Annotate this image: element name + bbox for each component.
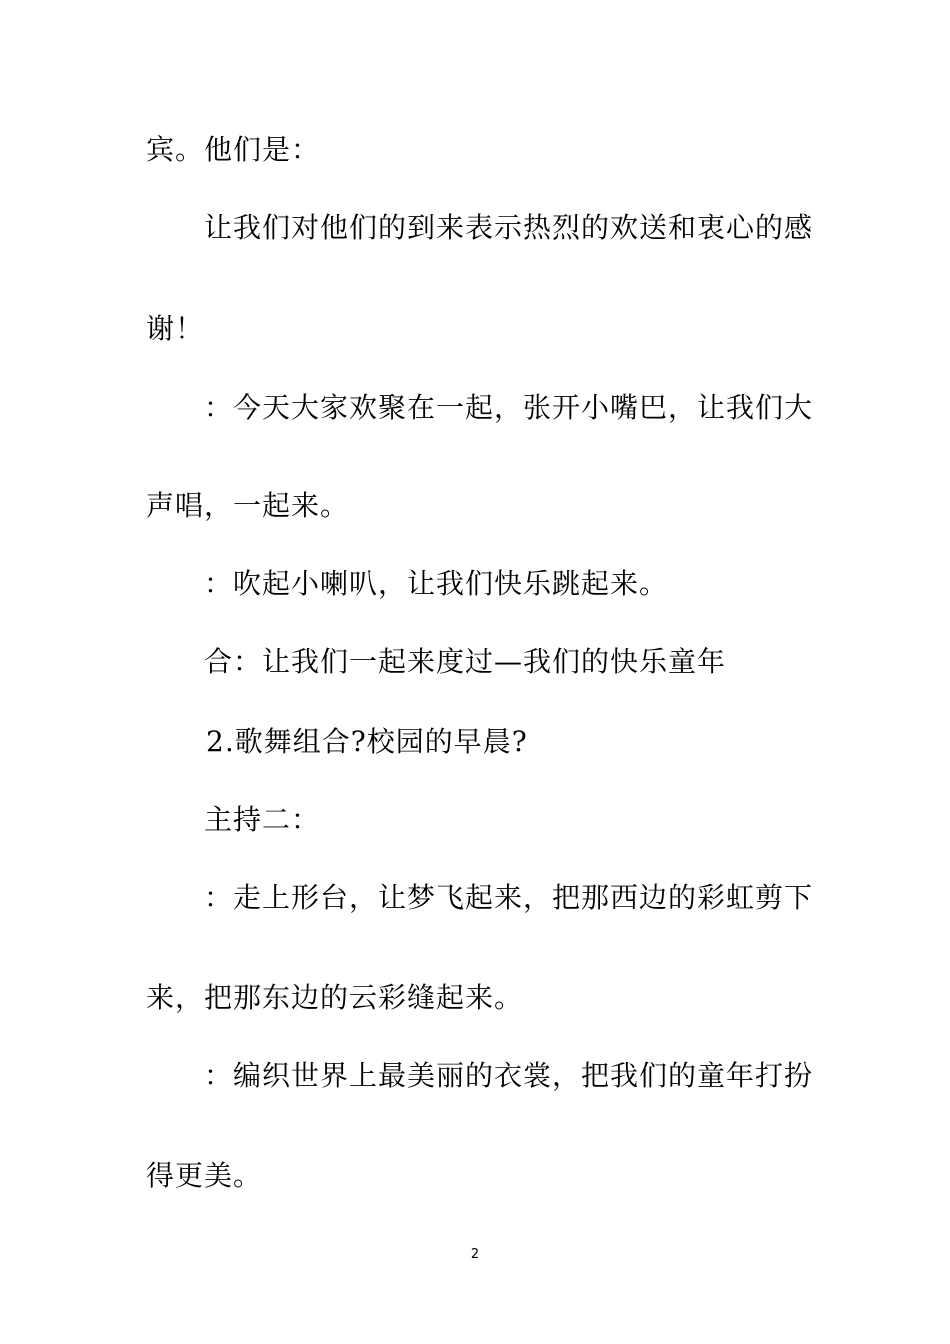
text-line: ：吹起小喇叭，让我们快乐跳起来。 — [204, 567, 669, 600]
text-line: 谢！ — [146, 312, 205, 345]
text-line: 让我们对他们的到来表示热烈的欢送和衷心的感 — [204, 211, 814, 244]
text-line: 主持二： — [204, 803, 321, 836]
text-line: 宾。他们是： — [146, 133, 321, 166]
text-line: ：走上形台，让梦飞起来，把那西边的彩虹剪下 — [204, 881, 814, 914]
text-line: ：编织世界上最美丽的衣裳，把我们的童年打扮 — [204, 1059, 814, 1092]
text-line: 得更美。 — [146, 1159, 263, 1192]
text-line: 合：让我们一起来度过—我们的快乐童年 — [204, 645, 727, 678]
text-line: 来，把那东边的云彩缝起来。 — [146, 981, 524, 1014]
text-line: ：今天大家欢聚在一起，张开小嘴巴，让我们大 — [204, 391, 814, 424]
page-number: 2 — [470, 1247, 480, 1262]
section-heading: 2.歌舞组合?校园的早晨? — [206, 725, 528, 758]
text-line: 声唱，一起来。 — [146, 489, 350, 522]
